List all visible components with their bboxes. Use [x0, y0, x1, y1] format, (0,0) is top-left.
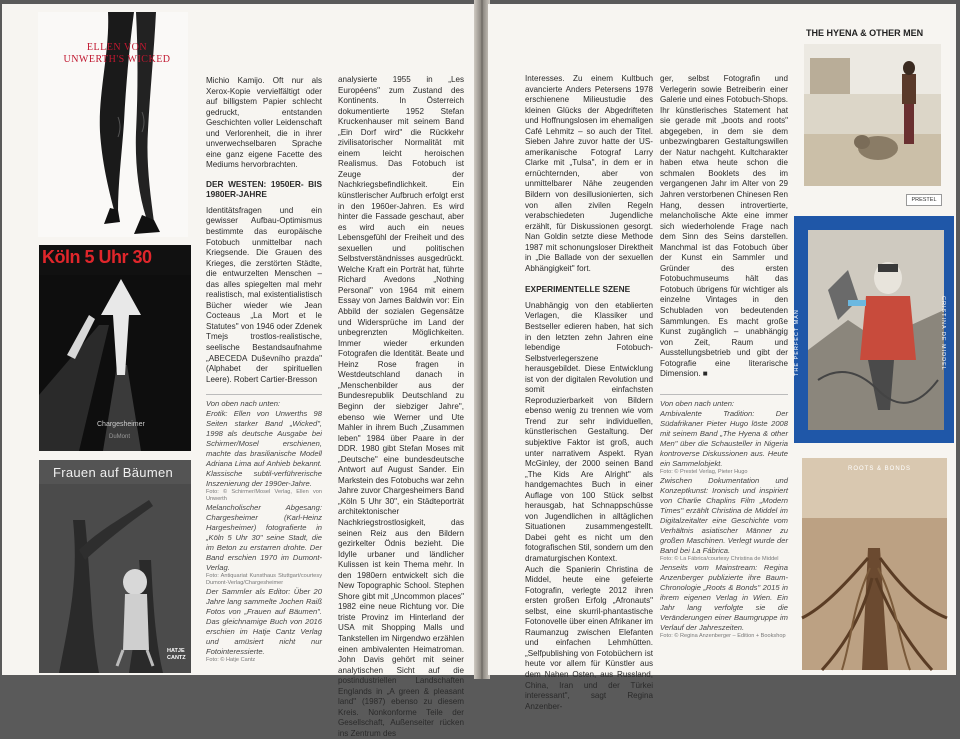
tree-photo-illustration: [39, 460, 191, 673]
col3-body-2: Unabhängig von den etablierten Verlagen, die Klassiker und Bestseller edieren haben, hat sich in den letzten zehn Jahren eine lebendige Fotobuch-Selbstverlegerszene herausgebildet. Diese Entwicklung ist von der digitalen Revolution und somit einfachsten Reproduzierbarkeit von Bildern ebenso wenig zu trennen wie vom Trend zur sehr individuellen, künstlerischen Gestaltung. Der subjektive Faktor ist groß, auch unter narrativem Aspekt. Ryan McGinley, der 2000 seinen Band „The Kids Are Alright" als handgemachtes Buch in einer Auflage von 100 Stück selbst herausgab, hat Schnappschüsse von Jugendlichen in alltäglichen Situationen zusammengestellt. Dabei geht es nicht um den fotografischen Stil, sondern um den dramaturgischen Kontext.: [525, 300, 653, 564]
caption-label-right: Von oben nach unten:: [660, 398, 735, 408]
caption-divider-right: [660, 394, 788, 395]
prestel-badge: [906, 194, 942, 206]
article-column-3: [525, 74, 653, 712]
caption-roots: Jenseits vom Mainstream: Regina Anzenberger publizierte ihre Baum-Chronologie „Roots & Bonds" 2015 in ihrem eigenen Verlag in Wien. Ein Jahr lang verfolgte sie die Veränderungen einer Baumgruppe im Verlauf der Jahreszeiten.: [660, 562, 788, 632]
perfect-man-book-cover: [794, 216, 954, 443]
koeln-publisher: DuMont: [109, 434, 131, 440]
collage-illustration: [808, 230, 944, 430]
caption-frauen: Der Sammler als Editor: Über 20 Jahre lang sammelte Jochen Raiß Fotos von „Frauen auf Bäumen". Das gleichnamige Buch von 2016 erschien im Hatje Cantz Verlag und amüsiert nicht nur Fotointeressierte.: [206, 587, 322, 657]
article-column-2: [338, 75, 464, 739]
credit-wicked: Foto: © Schirmer/Mosel Verlag, Ellen von Unwerth: [206, 489, 322, 503]
wicked-book-cover: [38, 12, 188, 237]
caption-koeln: Melancholischer Abgesang: Chargesheimer (Karl-Heinz Hargesheimer) fotografierte in „Köln 5 Uhr 30" seine Stadt, die im Beton zu erstarren drohte. Der Band erschien 1970 im Dumont-Verlag.: [206, 503, 322, 573]
left-page: [2, 4, 478, 738]
caption-divider: [206, 394, 322, 395]
credit-frauen: Foto: © Hatje Cantz: [206, 657, 256, 664]
hyena-book-photo: [804, 44, 941, 186]
right-page: [488, 4, 956, 711]
col2-body: analysierte 1955 in „Les Européens" zum Zustand des Kontinents. In Österreich dokumentierte 1952 Stefan Kruckenhauser mit seinem Band „Ein Dorf wird" die Rückkehr zivilisatorischer Normalität mit einem leicht heroischen Realismus. Das Fotobuch ist Zeuge der Nachkriegsbefindlichkeit. Ein künstlerischer Aufbruch erfolgt erst in den 1960er-Jahren. Es wird hinter die Fassade geschaut, aber es wird auch ein neues Lebensgefühl der Freiheit und des sexuellen und politischen Selbstverständnisses ausgedrückt. Welche Kraft ein Porträt hat, führte Richard Avedons „Nothing Personal" von 1964 mit einem Essay von James Baldwin vor: Ein Abbild der sozialen Gegensätze und Widersprüche im Land der unbegrenzten Möglichkeiten. Immer wieder erkunden Fotografen die Identität. Beate und Heinz Rose fragen in Westdeutschland danach in „Menschenbilder aus der Bundesrepublik Deutschland zu Beginn der siebziger Jahre", ebenso wie Werner und Ute Mahler in ihrem Buch „Zusammen leben" 1984 über Paare in der DDR. 1980 gibt Stefan Moses mit „Deutsche" eine bundesdeutsche Antwort auf August Sander. Ein Markstein des Fotobuchs war zehn Jahre zuvor Chargesheimers Band „Köln 5 Uhr 30", ein Städteporträt architektonischer Nachkriegstrostlosigkeit, das seinen Reiz aus den Bildern gezirkelter Ödnis bezieht. Die Idylle urbaner und ländlicher Kulissen ist kein Thema mehr. In den 1980ern entwickelt sich die New Topographic School. Stephen Shore gibt mit „Uncommon places" 1982 eine neue Richtung vor. Die triste Provinz im Hinterland der USA mit Shopping Malls und Tankstellen im Nirgendwo erzählen einen ambivalenten Heimatroman. John Davis gehört mit seiner analytischen Sicht auf die postindustriellen Landschaften Englands in „A green & pleasant land" (1987) ebenso zu diesem Kreis. Nonkonforme Teile der Gesellschaft, Außenseiter rücken ins Zentrum des: [338, 75, 464, 738]
heading-der-westen: DER WESTEN: 1950ER- BIS 1980ER-JAHRE: [206, 178, 322, 200]
frauen-book-cover: [39, 460, 191, 673]
col3-body-1: Interesses. Zu einem Kultbuch avancierte Anders Petersens 1978 erschienene Milieustudie des kleinen Glücks der Abgedrifteten und Hoffnungslosen im ehemaligen Café Lehmitz – so auch der Titel. Sieben Jahre zuvor hatte der US-amerikanische Fotograf Larry Clarke mit „Tulsa", in dem er in ernüchternden, aber von unmittelbarer Nähe zeugenden Bildern von desillusionierten, sich von allen zivilen Regeln verabschiedeten Jugendliche erzählt, für Diskussionen gesorgt. Nan Goldin setzte diese Methode 1987 mit schonungsloser Direktheit in „Die Ballade von der sexuellen Abhängigkeit" fort.: [525, 74, 653, 273]
koeln-author: Chargesheimer: [97, 421, 145, 428]
frauen-title: Frauen auf Bäumen: [53, 465, 174, 480]
wicked-title: ELLEN VON UNWERTH'S WICKED: [63, 42, 171, 65]
koeln-book-cover: [39, 245, 191, 451]
caption-hyena: Ambivalente Tradition: Der Südafrikaner Pieter Hugo löste 2008 mit seinem Band „The Hyena & other Men" über die Schausteller in Nigeria kontroverse Diskussionen aus. Heute ein Sammelobjekt.: [660, 408, 788, 468]
hyena-heading: THE HYENA & OTHER MEN: [806, 28, 924, 38]
col1-intro: Michio Kamijo. Oft nur als Xerox-Kopie vervielfältigt oder auf billigstem Papier schlecht gedruckt, entstanden Geschichten voller Leidenschaft und Verlorenheit, die in ihrer unverwechselbaren Sprache eine ganz eigene Facette des Mediums hervorbrachten.: [206, 76, 322, 170]
credit-koeln: Foto: Antiquariat Kunsthaus Stuttgart/courtesy Dumont-Verlag/Chargesheimer: [206, 573, 322, 587]
credit-hyena: Foto: © Prestel Verlag, Pieter Hugo: [660, 468, 748, 475]
col4-body: ger, selbst Fotografin und Verlegerin sowie Betreiberin einer Galerie und eines Fotobuch-Shops. Ihr künstlerisches Statement hat sie gerade mit „boots and roots" abgegeben, in dem sie dem unbezwingbaren Gestaltungswillen der Natur nachgeht. Kultcharakter haben etwa heute schon die schmalen Booklets des im vergangenen Jahr im Alter von 29 Jahren verstorbenen Chinesen Ren Hang, dessen introvertierte, melancholische Akte eine immer sich wiederholende Frage nach dem Sinn des Seins darstellen. Manchmal ist das Fotobuch über der Kunst ein Sammler und Gründer des ersten Fotobuchmuseums hält das Fotobuch übrigens für wichtiger als einzelne Vintages in den Schubladen von bedeutenden Sammlungen. Es macht große Kunst zugänglich – unabhängig von Zeit, Raum und Ausstellungsbetrieb und gibt der Fotografie eine literarische Dimension. ■: [660, 74, 788, 379]
heading-experimentelle-szene: EXPERIMENTELLE SZENE: [525, 284, 631, 295]
caption-perfect-man: Zwischen Dokumentation und Konzeptkunst: Ironisch und inspiriert von Charlie Chaplins Film „Modern Times" erzählt Christina de Middel im Digitalzeitalter eine Geschichte vom Verhältnis asiatischer Männer zu großen Maschinen. Verlegt wurde der Band bei La Fábrica.: [660, 475, 788, 555]
roots-bonds-label: ROOTS & BONDS: [848, 466, 912, 472]
credit-roots: Foto: © Regina Anzenberger – Edition + Bookshop: [660, 632, 786, 639]
tree-roots-illustration: [802, 458, 947, 670]
middel-spine: CRISTINA DE MIDDEL: [940, 296, 946, 371]
caption-wicked: Erotik: Ellen von Unwerths 98 Seiten starker Band „Wicked", 1998 als deutsche Ausgabe bei Schirmer/Mosel erschienen, machte das brasilianische Modell Adriana Lima auf Anhieb bekannt. Klassische subtil-verführerische Inszenierung der 1990er-Jahre.: [206, 409, 322, 489]
article-column-1: [206, 76, 322, 664]
caption-label-left: Von oben nach unten:: [206, 399, 281, 409]
perfect-man-spine: THE PERFECT MAN: [794, 309, 800, 376]
article-column-4: [660, 74, 788, 640]
roots-bonds-book-cover: [802, 458, 947, 670]
col3-body-3: Auch die Spanierin Christina de Middel, heute eine gefeierte Fotografin, verlegte 2012 ihren ersten großen Erfolg „Afronauts" selbst, eine skurril-phantastische Fotonovelle über einen Afrikaner im Raumanzug zwischen Elefanten und einfachen Lehmhütten. „Selfpublishing von Fotobüchern ist heute vor allem für Künstler aus dem Nahen Osten, aus Russland, China, Iran und der Türkei interessant", sagt Regina Anzenber-: [525, 564, 653, 711]
hatje-cantz-logo: HATJE CANTZ: [167, 648, 186, 661]
koeln-title: Köln 5 Uhr 30: [42, 247, 152, 267]
hyena-photo-illustration: [804, 44, 941, 186]
credit-perfect-man: Foto: © La Fábrica/courtesy Christina de Middel: [660, 555, 779, 562]
prestel-label: PRESTEL: [911, 197, 937, 203]
col1-body: Identitätsfragen und ein gewisser Aufbau-Optimismus bestimmte das europäische Fotobuch unmittelbar nach Kriegsende. Die Grauen des Krieges, die zerstörten Städte, die entwurzelten Menschen – das alles spiegelten mal mehr realistisch, mal existentialistisch Bücher wieder wie Jean Cocteaus „La Mort et le Statutes" von 1946 oder Zdenek Tmejs trostlos-realistische, seelische Bestandsaufnahme „ABECEDA Duševního prazda" (Alphabet der spirituellen Leere). Robert Cartier-Bresson: [206, 205, 322, 384]
